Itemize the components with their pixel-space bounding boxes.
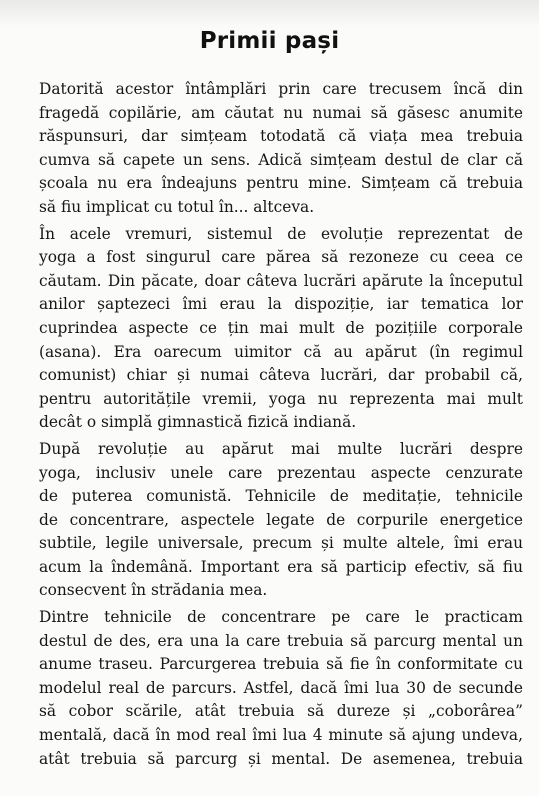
text-line: mentală, dacă în mod real îmi lua 4 minute să ajung undeva, [39, 726, 523, 745]
text-line: (asana). Era oarecum uimitor că au apărut (în regimul [39, 342, 523, 361]
paragraph-3 [11, 438, 523, 603]
text-line: școala nu era îndeajuns pentru mine. Simțeam că trebuia [39, 174, 523, 193]
text-line: cumva să capete un sens. Adică simțeam destul de clar că [39, 150, 523, 169]
text-line: anilor șaptezeci îmi erau la dispoziție, iar tematica lor [39, 295, 523, 314]
text-line: atât trebuia să parcurg și mental. De asemenea, trebuia [39, 749, 523, 768]
text-line: pentru autoritățile vremii, yoga nu reprezenta mai mult [39, 389, 523, 408]
text-line: destul de des, era una la care trebuia să parcurg mental un [39, 631, 523, 650]
text-line: cuprindea aspecte ce țin mai mult de pozițiile corporale [39, 318, 523, 337]
paragraph-1 [11, 78, 523, 220]
text-line: de concentrare, aspectele legate de corpurile energetice [39, 510, 523, 529]
text-line: subtile, legile universale, precum și multe altele, îmi erau [39, 534, 523, 553]
bleed-through-text [0, 0, 539, 28]
text-line: căutam. Din păcate, doar câteva lucrări apărute la începutul [39, 271, 523, 290]
text-line: yoga, inclusiv unele care prezentau aspecte cenzurate [39, 463, 523, 482]
text-line: anume traseu. Parcurgerea trebuia să fie în conformitate cu [39, 655, 523, 674]
body-text [11, 78, 523, 771]
text-line: răspunsuri, dar simțeam totodată că viața mea trebuia [39, 127, 523, 146]
text-line: decât o simplă gimnastică fizică indiană. [39, 413, 357, 432]
paragraph-2 [11, 223, 523, 435]
paragraph-4 [11, 606, 523, 771]
text-line: să cobor scările, atât trebuia să dureze și „coborârea” [39, 702, 523, 721]
text-line: În acele vremuri, sistemul de evoluție reprezentat de [39, 224, 523, 243]
text-line: de puterea comunistă. Tehnicile de meditație, tehnicile [39, 487, 523, 506]
text-line: acum la îndemână. Important era să particip efectiv, să fiu [39, 557, 523, 576]
text-line: consecvent în strădania mea. [39, 581, 268, 600]
text-line: După revoluție au apărut mai multe lucrări despre [39, 439, 523, 458]
text-line: comunist) chiar și numai câteva lucrări, dar probabil că, [39, 366, 523, 385]
text-line: modelul real de parcurs. Astfel, dacă îmi lua 30 de secunde [39, 678, 523, 697]
text-line: Dintre tehnicile de concentrare pe care le practicam [39, 608, 523, 627]
text-line: yoga a fost singurul care părea să rezoneze cu ceea ce [39, 248, 523, 267]
chapter-title: Primii pași [199, 28, 340, 54]
text-line: să fiu implicat cu totul în... altceva. [39, 197, 315, 216]
text-line: Datorită acestor întâmplări prin care trecusem încă din [39, 80, 523, 98]
text-line: fragedă copilărie, am căutat nu numai să găsesc anumite [39, 103, 523, 122]
